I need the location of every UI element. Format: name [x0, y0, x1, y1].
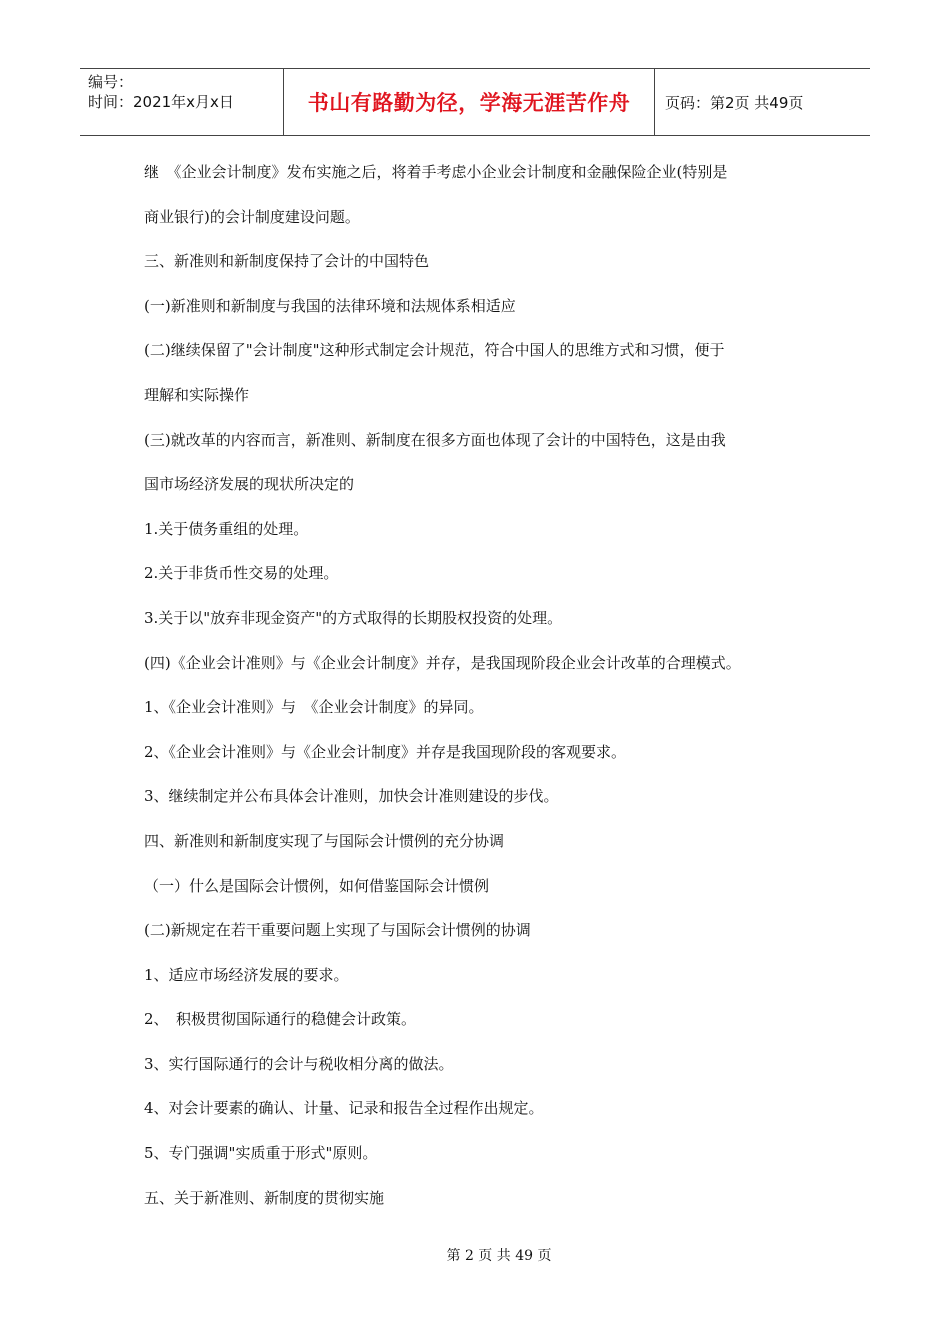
- header-motto: 书山有路勤为径，学海无涯苦作舟: [283, 69, 655, 135]
- body-line: （一）什么是国际会计惯例，如何借鉴国际会计惯例: [144, 876, 490, 895]
- body-line: 2、 积极贯彻国际通行的稳健会计政策。: [144, 1010, 417, 1029]
- body-line: 3、实行国际通行的会计与税收相分离的做法。: [144, 1054, 454, 1073]
- header-page-label: 页码：第2页 共49页: [665, 93, 804, 112]
- document-body: [144, 150, 824, 1220]
- body-line: 2、《企业会计准则》与《企业会计制度》并存是我国现阶段的客观要求。: [144, 742, 627, 761]
- body-line: 5、专门强调"实质重于形式"原则。: [144, 1144, 378, 1163]
- body-line: (三)就改革的内容而言，新准则、新制度在很多方面也体现了会计的中国特色，这是由我: [144, 430, 726, 449]
- body-line: 3、继续制定并公布具体会计准则，加快会计准则建设的步伐。: [144, 787, 559, 806]
- body-line: 继 《企业会计制度》发布实施之后，将着手考虑小企业会计制度和金融保险企业(特别是: [144, 163, 728, 181]
- page-footer: 第 2 页 共 49 页: [446, 1248, 552, 1264]
- body-line: 国市场经济发展的现状所决定的: [144, 475, 355, 494]
- body-line: 商业银行)的会计制度建设问题。: [144, 207, 360, 226]
- body-line: (二)新规定在若干重要问题上实现了与国际会计惯例的协调: [144, 921, 531, 940]
- body-line: 2.关于非货币性交易的处理。: [144, 564, 339, 583]
- body-line: 1.关于债务重组的处理。: [144, 519, 309, 538]
- body-line: 1、适应市场经济发展的要求。: [144, 965, 349, 984]
- body-line: 3.关于以"放弃非现金资产"的方式取得的长期股权投资的处理。: [144, 608, 563, 627]
- header-meta: [80, 69, 283, 135]
- body-line: (四)《企业会计准则》与《企业会计制度》并存，是我国现阶段企业会计改革的合理模式。: [144, 653, 741, 672]
- body-line: 理解和实际操作: [144, 385, 250, 404]
- body-line: 五、关于新准则、新制度的贯彻实施: [144, 1188, 385, 1207]
- body-line: 四、新准则和新制度实现了与国际会计惯例的充分协调: [144, 831, 505, 850]
- date-label: 时间：2021年x月x日: [88, 93, 234, 111]
- body-line: (一)新准则和新制度与我国的法律环境和法规体系相适应: [144, 296, 516, 315]
- body-line: 4、对会计要素的确认、计量、记录和报告全过程作出规定。: [144, 1099, 544, 1118]
- number-label: 编号：: [88, 73, 134, 91]
- body-line: (二)继续保留了"会计制度"这种形式制定会计规范，符合中国人的思维方式和习惯，便于: [144, 341, 725, 360]
- document-header: [80, 68, 870, 136]
- body-line: 1、《企业会计准则》与 《企业会计制度》的异同。: [144, 698, 484, 717]
- body-line: 三、新准则和新制度保持了会计的中国特色: [144, 252, 430, 271]
